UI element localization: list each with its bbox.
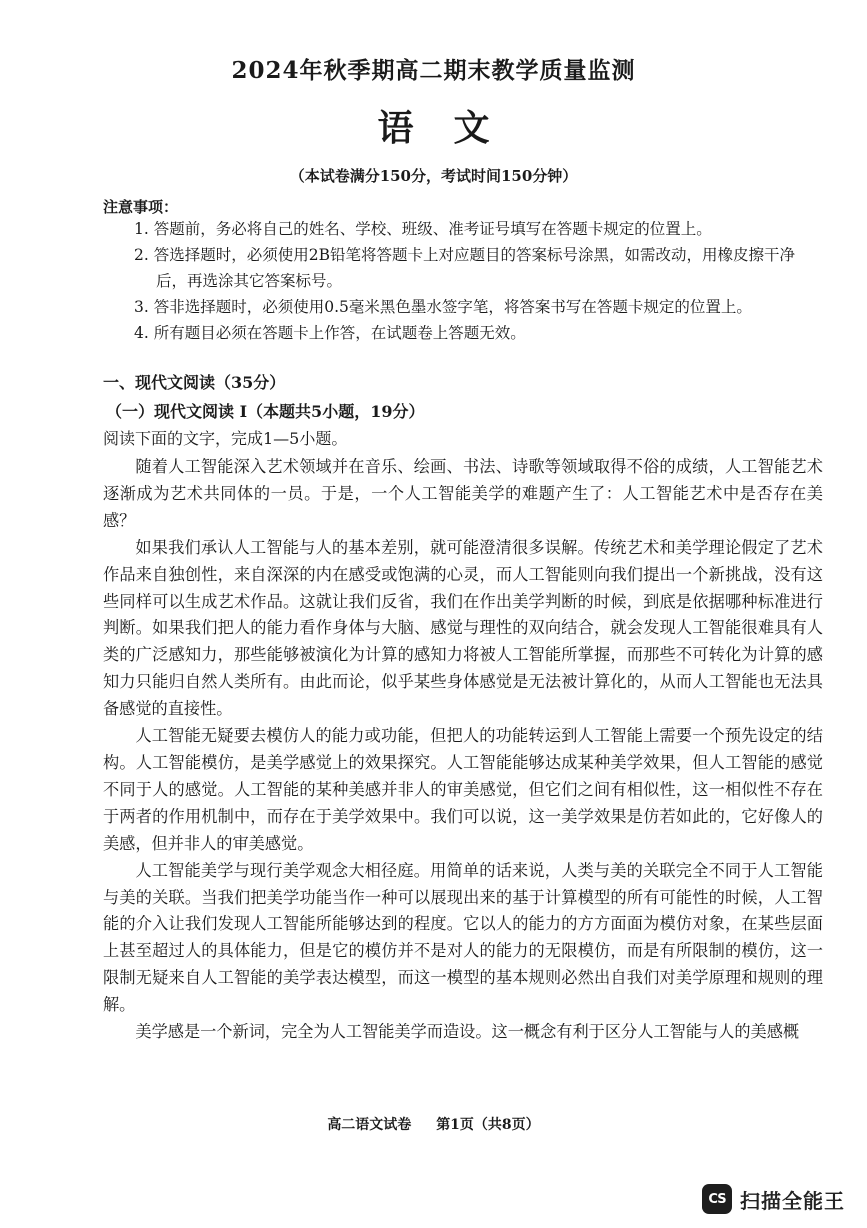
score-note: （本试卷满分150分，考试时间150分钟） xyxy=(289,167,578,185)
passage-paragraph: 随着人工智能深入艺术领域并在音乐、绘画、书法、诗歌等领域取得不俗的成绩，人工智能艺术逐渐成为艺术共同体的一员。于是，一个人工智能美学的难题产生了：人工智能艺术中是否存在美感？ xyxy=(103,457,823,530)
notice-item: 4. 所有题目必须在答题卡上作答，在试题卷上答题无效。 xyxy=(134,324,526,342)
passage-paragraph: 人工智能无疑要去模仿人的能力或功能，但把人的功能转运到人工智能上需要一个预先设定的结构。人工智能模仿，是美学感觉上的效果探究。人工智能能够达成某种美学效果，但人工智能的感觉不同于人的感觉。人工智能的某种美感并非人的审美感觉，但它们之间有相似性，这一相似性不存在于两者的作用机制中，而存在于美学效果中。我们可以说，这一美学效果是仿若如此的，它好像人的美感，但并非人的审美感觉。 xyxy=(103,726,823,853)
sub-heading: （一）现代文阅读 I（本题共5小题，19分） xyxy=(106,402,425,421)
page-number: 第1页（共8页） xyxy=(436,1117,540,1133)
notice-item: 1. 答题前，务必将自己的姓名、学校、班级、准考证号填写在答题卡规定的位置上。 xyxy=(134,220,712,238)
section-heading: 一、现代文阅读（35分） xyxy=(103,373,286,392)
reading-instruction: 阅读下面的文字，完成1—5小题。 xyxy=(103,429,348,448)
paper-name: 高二语文试卷 xyxy=(327,1117,412,1133)
exam-title: 2024年秋季期高二期末教学质量监测 xyxy=(231,57,636,84)
subject-title: 语文 xyxy=(377,107,530,149)
scanner-app-name: 扫描全能王 xyxy=(740,1188,845,1213)
notice-heading: 注意事项： xyxy=(103,198,179,216)
camscanner-logo-icon: CS xyxy=(702,1184,732,1214)
passage-paragraph: 如果我们承认人工智能与人的基本差别，就可能澄清很多误解。传统艺术和美学理论假定了艺术作品来自独创性，来自深深的内在感受或饱满的心灵，而人工智能则向我们提出一个新挑战，没有这些同样可以生成艺术作品。这就让我们反省，我们在作出美学判断的时候，到底是依据哪种标准进行判断。如果我们把人的能力看作身体与大脑、感觉与理性的双向结合，就会发现人工智能很难具有人类的广泛感知力，那些能够被演化为计算的感知力将被人工智能所掌握，而那些不可转化为计算的感知力只能归自然人类所有。由此而论，似乎某些身体感觉是无法被计算化的，从而人工智能也无法具备感觉的直接性。 xyxy=(103,537,823,719)
notice-item: 3. 答非选择题时，必须使用0.5毫米黑色墨水签字笔，将答案书写在答题卡规定的位置上。 xyxy=(134,298,752,316)
scanner-watermark xyxy=(702,1184,845,1214)
passage-paragraph: 人工智能美学与现行美学观念大相径庭。用简单的话来说，人类与美的关联完全不同于人工智能与美的关联。当我们把美学功能当作一种可以展现出来的基于计算模型的所有可能性的时候，人工智能的介入让我们发现人工智能所能够达到的程度。它以人的能力的方方面面为模仿对象，在某些层面上甚至超过人的具体能力，但是它的模仿并不是对人的能力的无限模仿，而是有所限制的模仿，这一限制无疑来自人工智能的美学表达模型，而这一模型的基本规则必然出自我们对美学原理和规则的理解。 xyxy=(103,860,823,1015)
passage-paragraph: 美学感是一个新词，完全为人工智能美学而造设。这一概念有利于区分人工智能与人的美感概 xyxy=(135,1022,800,1042)
reading-passage xyxy=(103,454,823,1046)
page-footer xyxy=(0,1114,867,1134)
notice-item: 2. 答选择题时，必须使用2B铅笔将答题卡上对应题目的答案标号涂黑，如需改动，用橡皮擦干净后，再选涂其它答案标号。 xyxy=(134,246,795,290)
notice-list xyxy=(134,216,824,346)
